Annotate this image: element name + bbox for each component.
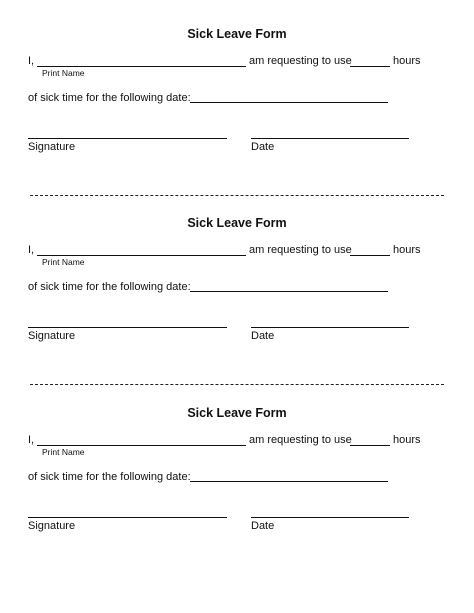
print-name-line[interactable]: [37, 445, 246, 446]
prefix-text: I,: [28, 55, 35, 67]
signature-line[interactable]: [28, 517, 227, 518]
signature-line[interactable]: [28, 138, 227, 139]
date-line-text: of sick time for the following date:: [28, 92, 191, 104]
leave-date-line[interactable]: [190, 481, 388, 482]
hours-label: hours: [393, 55, 421, 67]
date-label: Date: [251, 520, 275, 532]
signature-label: Signature: [28, 330, 76, 342]
print-name-label: Print Name: [42, 257, 85, 267]
sick-leave-form-3: [0, 379, 474, 549]
hours-amount-line[interactable]: [350, 255, 390, 256]
date-line-text: of sick time for the following date:: [28, 471, 191, 483]
date-signed-line[interactable]: [251, 327, 409, 328]
requesting-text: am requesting to use: [249, 55, 352, 67]
leave-date-line[interactable]: [190, 291, 388, 292]
hours-amount-line[interactable]: [350, 445, 390, 446]
date-line-text: of sick time for the following date:: [28, 281, 191, 293]
print-name-label: Print Name: [42, 68, 85, 78]
requesting-text: am requesting to use: [249, 434, 352, 446]
form-title: Sick Leave Form: [187, 216, 287, 230]
print-name-label: Print Name: [42, 447, 85, 457]
sick-leave-form-1: [0, 0, 474, 170]
sick-leave-form-2: [0, 189, 474, 359]
form-title: Sick Leave Form: [187, 406, 287, 420]
date-signed-line[interactable]: [251, 517, 409, 518]
signature-label: Signature: [28, 141, 76, 153]
hours-label: hours: [393, 244, 421, 256]
form-title: Sick Leave Form: [187, 27, 287, 41]
hours-amount-line[interactable]: [350, 66, 390, 67]
prefix-text: I,: [28, 434, 35, 446]
leave-date-line[interactable]: [190, 102, 388, 103]
prefix-text: I,: [28, 244, 35, 256]
requesting-text: am requesting to use: [249, 244, 352, 256]
date-label: Date: [251, 141, 275, 153]
print-name-line[interactable]: [37, 66, 246, 67]
date-label: Date: [251, 330, 275, 342]
hours-label: hours: [393, 434, 421, 446]
print-name-line[interactable]: [37, 255, 246, 256]
signature-label: Signature: [28, 520, 76, 532]
signature-line[interactable]: [28, 327, 227, 328]
date-signed-line[interactable]: [251, 138, 409, 139]
